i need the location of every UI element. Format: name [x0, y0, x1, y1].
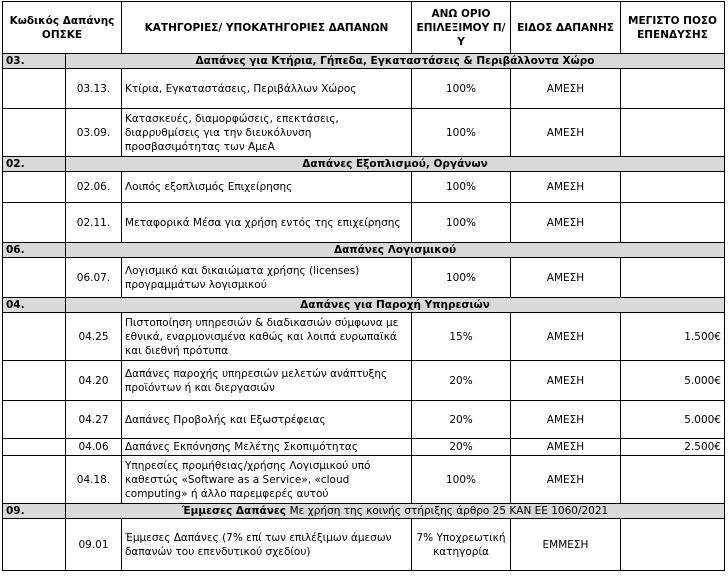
row-type: ΑΜΕΣΗ	[511, 203, 621, 243]
section-row-09	[3, 504, 725, 519]
row-type: ΑΜΕΣΗ	[511, 401, 621, 439]
row-code: 04.06	[66, 439, 122, 456]
row-code: 06.07.	[66, 258, 122, 298]
section-code: 04.	[3, 298, 66, 313]
row-type: ΑΜΕΣΗ	[511, 69, 621, 109]
table-row	[3, 456, 725, 504]
row-max: 2.500€	[621, 439, 725, 456]
row-desc: Πιστοποίηση υπηρεσιών & διαδικασιών σύμφωνα με εθνικά, εναρμονισμένα καθώς και λοιπά ευρωπαϊκά και διεθνή πρότυπα	[122, 313, 412, 361]
row-desc: Υπηρεσίες προμήθειας/χρήσης Λογισμικού υπό καθεστώς «Software as a Service», «cloud computing» ή άλλο παρεμφερές αυτού	[122, 456, 412, 504]
row-desc: Δαπάνες Εκπόνησης Μελέτης Σκοπιμότητας	[122, 439, 412, 456]
header-category: ΚΑΤΗΓΟΡΙΕΣ/ ΥΠΟΚΑΤΗΓΟΡΙΕΣ ΔΑΠΑΝΩΝ	[122, 2, 412, 54]
row-max	[621, 203, 725, 243]
section-code: 03.	[3, 54, 66, 69]
row-max	[621, 519, 725, 571]
row-limit: 20%	[412, 439, 511, 456]
section-title: Δαπάνες Λογισμικού	[66, 243, 725, 258]
section-code: 02.	[3, 157, 66, 172]
empty-cell	[3, 313, 66, 361]
row-code: 04.18.	[66, 456, 122, 504]
row-type: ΑΜΕΣΗ	[511, 456, 621, 504]
row-max	[621, 109, 725, 157]
row-code: 02.11.	[66, 203, 122, 243]
header-limit: ΑΝΩ ΟΡΙΟ ΕΠΙΛΕΞΙΜΟΥ Π/Υ	[412, 2, 511, 54]
row-code: 03.13.	[66, 69, 122, 109]
empty-cell	[3, 519, 66, 571]
section-title-cell	[66, 504, 725, 519]
section-row-04	[3, 298, 725, 313]
section-title: Δαπάνες Εξοπλισμού, Οργάνων	[66, 157, 725, 172]
row-code: 02.06.	[66, 172, 122, 203]
table-row	[3, 313, 725, 361]
empty-cell	[3, 456, 66, 504]
row-max	[621, 456, 725, 504]
empty-cell	[3, 109, 66, 157]
row-desc: Λοιπός εξοπλισμός Επιχείρησης	[122, 172, 412, 203]
row-desc: Λογισμικό και δικαιώματα χρήσης (licenses) προγραμμάτων λογισμικού	[122, 258, 412, 298]
row-limit: 20%	[412, 401, 511, 439]
section-title: Έμμεσες Δαπάνες	[181, 505, 286, 517]
section-row-03	[3, 54, 725, 69]
row-code: 03.09.	[66, 109, 122, 157]
section-row-02	[3, 157, 725, 172]
table-row	[3, 361, 725, 401]
section-title: Δαπάνες για Κτήρια, Γήπεδα, Εγκαταστάσεις & Περιβάλλοντα Χώρο	[66, 54, 725, 69]
header-row	[3, 2, 725, 54]
row-limit: 100%	[412, 109, 511, 157]
row-limit: 15%	[412, 313, 511, 361]
empty-cell	[3, 203, 66, 243]
section-row-06	[3, 243, 725, 258]
table-row	[3, 172, 725, 203]
row-code: 04.27	[66, 401, 122, 439]
row-limit: 7% Υποχρεωτική κατηγορία	[412, 519, 511, 571]
row-desc: Κτίρια, Εγκαταστάσεις, Περιβάλλων Χώρος	[122, 69, 412, 109]
row-desc: Έμμεσες Δαπάνες (7% επί των επιλέξιμων άμεσων δαπανών του επενδυτικού σχεδίου)	[122, 519, 412, 571]
empty-cell	[3, 69, 66, 109]
row-type: ΑΜΕΣΗ	[511, 109, 621, 157]
empty-cell	[3, 439, 66, 456]
row-max: 5.000€	[621, 401, 725, 439]
row-limit: 100%	[412, 258, 511, 298]
row-desc: Κατασκευές, διαμορφώσεις, επεκτάσεις, διαρρυθμίσεις για την διευκόλυνση προσβασιμότητας των ΑμεΑ	[122, 109, 412, 157]
row-limit: 100%	[412, 203, 511, 243]
row-code: 04.20	[66, 361, 122, 401]
row-limit: 100%	[412, 456, 511, 504]
row-max	[621, 172, 725, 203]
row-code: 09.01	[66, 519, 122, 571]
table-row	[3, 69, 725, 109]
row-type: ΑΜΕΣΗ	[511, 361, 621, 401]
row-max: 1.500€	[621, 313, 725, 361]
section-code: 09.	[3, 504, 66, 519]
row-desc: Δαπάνες Προβολής και Εξωστρέφειας	[122, 401, 412, 439]
header-code: Κωδικός Δαπάνης ΟΠΣΚΕ	[3, 2, 122, 54]
row-type: ΑΜΕΣΗ	[511, 172, 621, 203]
row-limit: 100%	[412, 69, 511, 109]
row-type: ΑΜΕΣΗ	[511, 258, 621, 298]
row-type: ΑΜΕΣΗ	[511, 439, 621, 456]
section-title: Δαπάνες για Παροχή Υπηρεσιών	[66, 298, 725, 313]
table-row	[3, 258, 725, 298]
header-max: ΜΕΓΙΣΤΟ ΠΟΣΟ ΕΠΕΝΔΥΣΗΣ	[621, 2, 725, 54]
empty-cell	[3, 401, 66, 439]
row-max	[621, 69, 725, 109]
row-max: 5.000€	[621, 361, 725, 401]
table-row	[3, 439, 725, 456]
empty-cell	[3, 172, 66, 203]
row-limit: 20%	[412, 361, 511, 401]
table-row	[3, 519, 725, 571]
section-code: 06.	[3, 243, 66, 258]
table-row	[3, 401, 725, 439]
expense-table	[2, 1, 725, 571]
row-code: 04.25	[66, 313, 122, 361]
row-max	[621, 258, 725, 298]
empty-cell	[3, 361, 66, 401]
section-title-note: Με χρήση της κοινής στήριξης άρθρο 25 ΚΑΝ ΕΕ 1060/2021	[289, 505, 609, 517]
row-desc: Μεταφορικά Μέσα για χρήση εντός της επιχείρησης	[122, 203, 412, 243]
row-limit: 100%	[412, 172, 511, 203]
table-row	[3, 203, 725, 243]
row-type: ΑΜΕΣΗ	[511, 313, 621, 361]
table-row	[3, 109, 725, 157]
row-desc: Δαπάνες παροχής υπηρεσιών μελετών ανάπτυξης προϊόντων ή και διεργασιών	[122, 361, 412, 401]
header-type: ΕΙΔΟΣ ΔΑΠΑΝΗΣ	[511, 2, 621, 54]
row-type: ΕΜΜΕΣΗ	[511, 519, 621, 571]
empty-cell	[3, 258, 66, 298]
